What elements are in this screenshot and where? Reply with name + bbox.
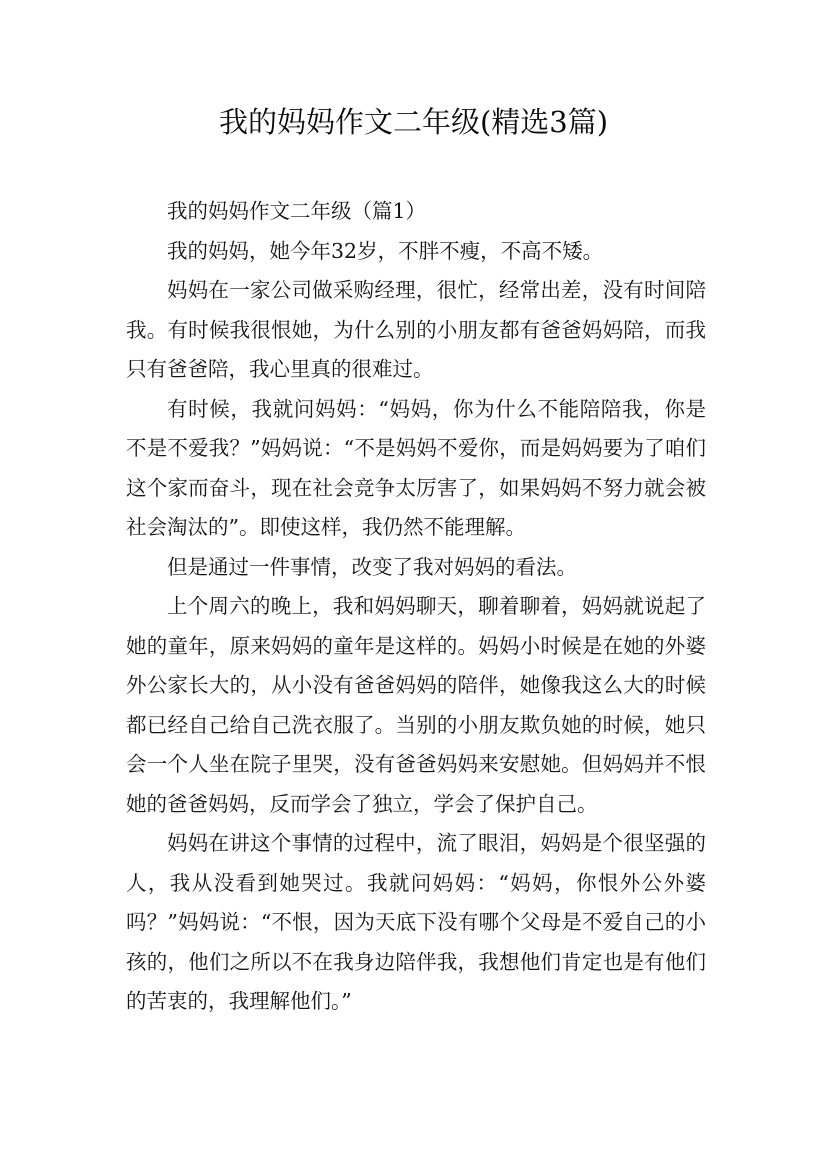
document-body — [126, 192, 706, 1022]
document-title: 我的妈妈作文二年级(精选3篇) — [218, 105, 609, 139]
paragraph: 但是通过一件事情，改变了我对妈妈的看法。 — [167, 554, 577, 579]
section-heading: 我的妈妈作文二年级（篇1） — [167, 199, 427, 223]
paragraph: 妈妈在一家公司做采购经理，很忙，经常出差，没有时间陪我。有时候我很恨她，为什么别的小朋友都有爸爸妈妈陪，而我只有爸爸陪，我心里真的很难过。 — [126, 278, 706, 381]
paragraph: 上个周六的晚上，我和妈妈聊天，聊着聊着，妈妈就说起了她的童年，原来妈妈的童年是这样的。妈妈小时候是在她的外婆外公家长大的，从小没有爸爸妈妈的陪伴，她像我这么大的时候都已经自己给自己洗衣服了。当别的小朋友欺负她的时候，她只会一个人坐在院子里哭，没有爸爸妈妈来安慰她。但妈妈并不恨她的爸爸妈妈，反而学会了独立，学会了保护自己。 — [126, 594, 706, 816]
paragraph: 有时候，我就问妈妈：“妈妈，你为什么不能陪陪我，你是不是不爱我？”妈妈说：“不是妈妈不爱你，而是妈妈要为了咱们这个家而奋斗，现在社会竞争太厉害了，如果妈妈不努力就会被社会淘汰的”。即使这样，我仍然不能理解。 — [126, 396, 706, 539]
paragraph: 我的妈妈，她今年32岁，不胖不瘦，不高不矮。 — [167, 238, 604, 263]
paragraph: 妈妈在讲这个事情的过程中，流了眼泪，妈妈是个很坚强的人，我从没看到她哭过。我就问妈妈：“妈妈，你恨外公外婆吗？”妈妈说：“不恨，因为天底下没有哪个父母是不爱自己的小孩的，他们之所以不在我身边陪伴我，我想他们肯定也是有他们的苦衷的，我理解他们。” — [126, 831, 706, 1013]
